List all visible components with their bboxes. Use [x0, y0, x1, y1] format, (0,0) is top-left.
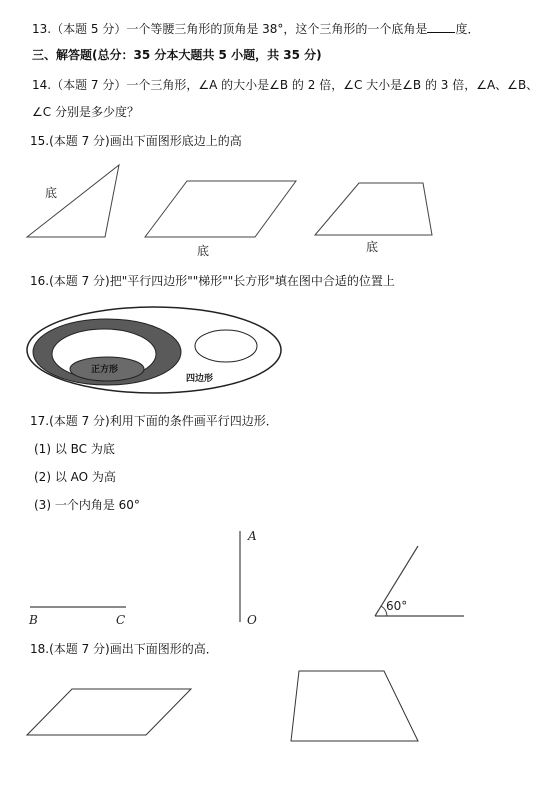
q17-angle-label: 60° [386, 599, 408, 613]
q18-text: 18.(本题 7 分)画出下面图形的高． [30, 642, 218, 656]
q17-label-o: O [247, 613, 257, 627]
q17-label-a: A [248, 529, 257, 543]
q17-item-2: (2) 以 AO 为高 [34, 470, 116, 484]
q15-parallelogram [145, 181, 296, 237]
q17-label-b: B [29, 613, 38, 627]
q17-item-1: (1) 以 BC 为底 [34, 442, 115, 456]
q16-text: 16.(本题 7 分)把"平行四边形""梯形""长方形"填在图中合适的位置上 [30, 274, 395, 288]
q14-line-1: 14.（本题 7 分）一个三角形，∠A 的大小是∠B 的 2 倍，∠C 大小是∠B 的 3 倍，∠A、∠B、 [32, 78, 539, 92]
q16-quadrilateral-label: 四边形 [186, 374, 214, 384]
q14-line-2: ∠C 分别是多少度？ [32, 105, 139, 119]
q13-text-end: 度． [455, 22, 480, 36]
section-heading: 三、解答题(总分：35 分本大题共 5 小题，共 35 分) [32, 48, 322, 62]
q16-square-label: 正方形 [91, 365, 119, 375]
q15-triangle [27, 165, 119, 237]
q15-parallelogram-base-label: 底 [197, 244, 210, 258]
q15-text: 15.(本题 7 分)画出下面图形底边上的高 [30, 134, 242, 148]
q17-label-c: C [116, 613, 126, 627]
q16-empty-ellipse [195, 330, 257, 362]
q13-text: 13.（本题 5 分）一个等腰三角形的顶角是 38°，这个三角形的一个底角是 [32, 22, 428, 36]
q15-trapezoid [315, 183, 432, 235]
q15-trapezoid-base-label: 底 [366, 240, 379, 254]
q17-item-3: (3) 一个内角是 60° [34, 498, 140, 512]
q17-text: 17.(本题 7 分)利用下面的条件画平行四边形． [30, 414, 278, 428]
q15-triangle-base-label: 底 [45, 186, 58, 200]
q18-parallelogram [27, 689, 191, 735]
q18-trapezoid [291, 671, 418, 741]
